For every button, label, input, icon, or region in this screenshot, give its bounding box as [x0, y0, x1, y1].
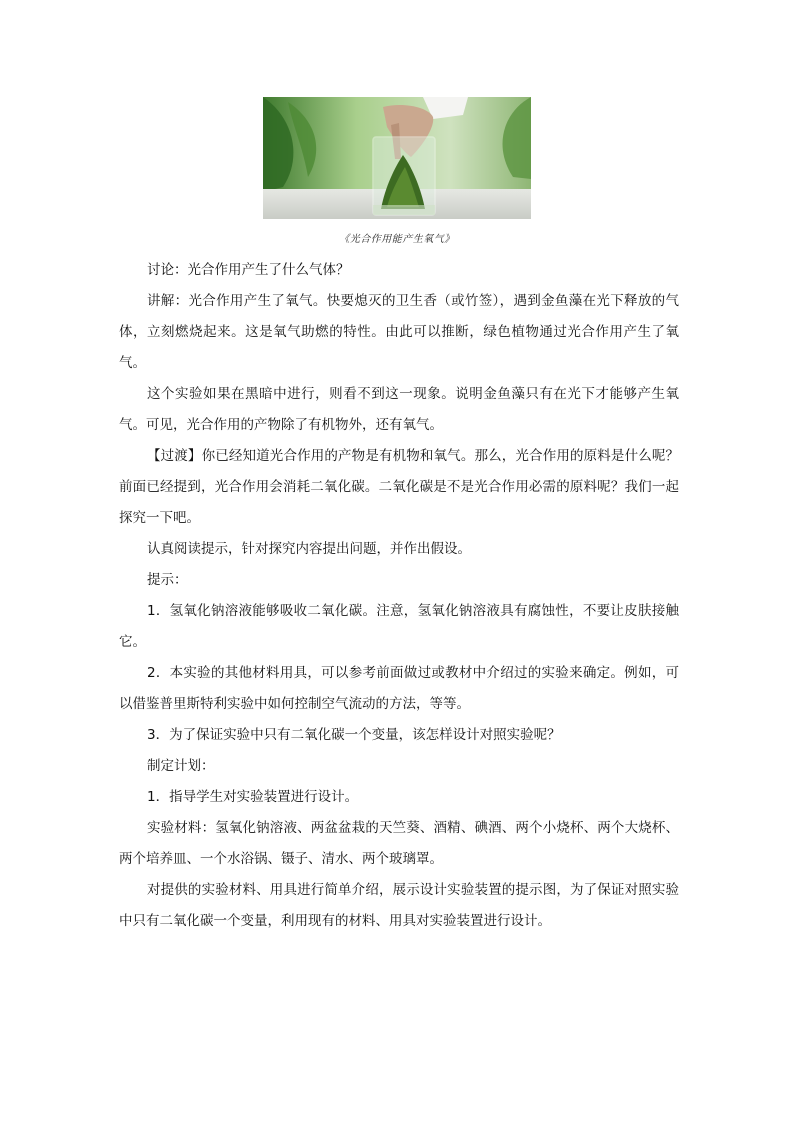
photo-glass-beaker-with-waterweed — [263, 97, 531, 219]
paragraph-design: 对提供的实验材料、用具进行简单介绍，展示设计实验装置的提示图，为了保证对照实验中只有二氧化碳一个变量，利用现有的材料、用具对实验装置进行设计。 — [119, 882, 679, 929]
paragraph-hint-2: 2．本实验的其他材料用具，可以参考前面做过或教材中介绍过的实验来确定。例如，可以借鉴普里斯特利实验中如何控制空气流动的方法，等等。 — [119, 665, 679, 712]
paragraph-hint-3: 3．为了保证实验中只有二氧化碳一个变量，该怎样设计对照实验呢？ — [147, 727, 561, 743]
paragraph-discussion: 讨论：光合作用产生了什么气体？ — [147, 262, 350, 278]
paragraph-hint-1: 1．氢氧化钠溶液能够吸收二氧化碳。注意，氢氧化钠溶液具有腐蚀性，不要让皮肤接触它。 — [119, 603, 679, 650]
photo-illustration — [263, 97, 531, 219]
paragraph-explanation: 讲解：光合作用产生了氧气。快要熄灭的卫生香（或竹签），遇到金鱼藻在光下释放的气体，立刻燃烧起来。这是氧气助燃的特性。由此可以推断，绿色植物通过光合作用产生了氧气。 — [119, 293, 679, 371]
figure-caption: 《光合作用能产生氧气》 — [339, 234, 455, 245]
document-body — [119, 255, 679, 937]
paragraph-transition: 【过渡】你已经知道光合作用的产物是有机物和氧气。那么，光合作用的原料是什么呢？前面已经提到，光合作用会消耗二氧化碳。二氧化碳是不是光合作用必需的原料呢？我们一起探究一下吧。 — [119, 448, 679, 526]
paragraph-plan-heading: 制定计划： — [147, 758, 215, 774]
paragraph-materials: 实验材料：氢氧化钠溶液、两盆盆栽的天竺葵、酒精、碘酒、两个小烧杯、两个大烧杯、两个培养皿、一个水浴锅、镊子、清水、两个玻璃罩。 — [119, 820, 679, 867]
paragraph-dark-experiment: 这个实验如果在黑暗中进行，则看不到这一现象。说明金鱼藻只有在光下才能够产生氧气。可见，光合作用的产物除了有机物外，还有氧气。 — [119, 386, 679, 433]
paragraph-plan-1: 1．指导学生对实验装置进行设计。 — [147, 789, 359, 805]
paragraph-hint-heading: 提示： — [147, 572, 188, 588]
paragraph-instruction: 认真阅读提示，针对探究内容提出问题，并作出假设。 — [147, 541, 471, 557]
